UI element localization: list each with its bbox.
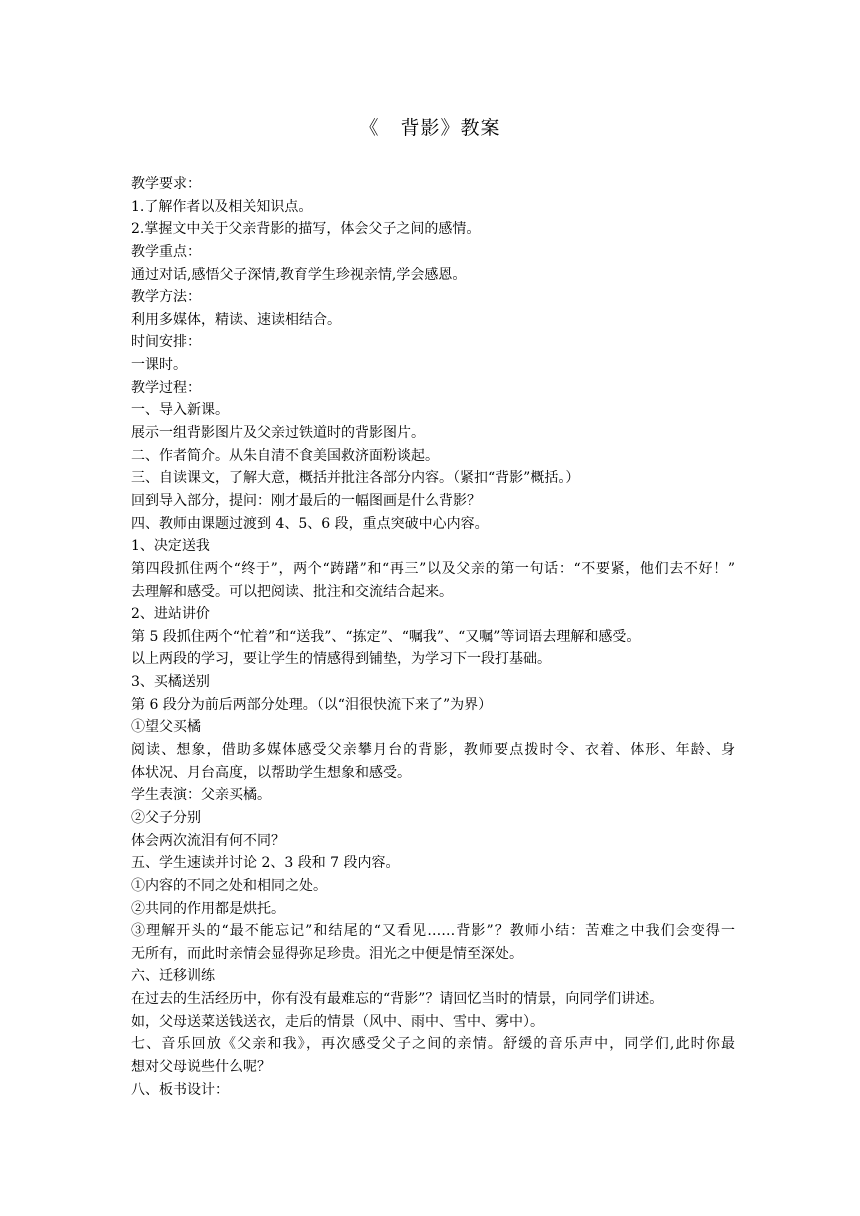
requirement-item-1: 1.了解作者以及相关知识点。 <box>131 198 313 215</box>
paragraph-line: 学生表演：父亲买橘。 <box>131 787 271 804</box>
paragraph-line: 以上两段的学习，要让学生的情感得到铺垫，为学习下一段打基础。 <box>131 651 551 668</box>
requirement-item-2: 2.掌握文中关于父亲背影的描写，体会父子之间的感情。 <box>131 221 481 238</box>
teaching-focus-text: 通过对话,感悟父子深情,教育学生珍视亲情,学会感恩。 <box>131 266 467 283</box>
teaching-method-text: 利用多媒体，精读、速读相结合。 <box>131 311 341 328</box>
subsection-heading: 2、进站讲价 <box>131 606 210 623</box>
section-6-heading: 六、迁移训练 <box>131 968 215 985</box>
list-item: ②父子分别 <box>131 809 201 826</box>
paragraph-line: 无所有，而此时亲情会显得弥足珍贵。泪光之中便是情至深处。 <box>131 945 523 962</box>
section-2-heading: 二、作者简介。从朱自清不食美国救济面粉谈起。 <box>131 447 439 464</box>
subsection-heading: 3、买橘送别 <box>131 674 210 691</box>
list-item: ①望父买橘 <box>131 719 201 736</box>
paragraph-line: 想对父母说些什么呢？ <box>131 1058 271 1075</box>
section-3-heading: 三、自读课文，了解大意，概括并批注各部分内容。（紧扣“背影”概括。） <box>131 470 580 487</box>
list-item: ③理解开头的“最不能忘记”和结尾的“又看见……背影”？教师小结：苦难之中我们会变得一 <box>131 923 735 940</box>
section-7-heading: 七、音乐回放《父亲和我》，再次感受父子之间的亲情。舒缓的音乐声中，同学们,此时你最 <box>131 1036 735 1053</box>
list-item: ①内容的不同之处和相同之处。 <box>131 877 327 894</box>
paragraph-line: 第 5 段抓住两个“忙着”和“送我”、“拣定”、“嘱我”、“又嘱”等词语去理解和感受。 <box>131 628 641 645</box>
paragraph-line: 在过去的生活经历中，你有没有最难忘的“背影”？请回忆当时的情景，向同学们讲述。 <box>131 991 664 1008</box>
section-5-heading: 五、学生速读并讨论 2、3 段和 7 段内容。 <box>131 855 400 872</box>
list-item: ②共同的作用都是烘托。 <box>131 900 285 917</box>
paragraph-line: 阅读、想象，借助多媒体感受父亲攀月台的背影，教师要点拨时令、衣着、体形、年龄、身 <box>131 742 735 759</box>
paragraph-line: 第四段抓住两个“终于”，两个“踌躇”和“再三”以及父亲的第一句话：“不要紧，他们去不好！” <box>131 560 735 577</box>
heading-time-arrangement: 时间安排： <box>131 334 201 351</box>
section-1-heading: 一、导入新课。 <box>131 402 229 419</box>
heading-teaching-process: 教学过程： <box>131 379 201 396</box>
heading-teaching-focus: 教学重点： <box>131 243 201 260</box>
paragraph-line: 第 6 段分为前后两部分处理。（以“泪很快流下来了”为界） <box>131 696 493 713</box>
subsection-heading: 1、决定送我 <box>131 538 210 555</box>
document-body <box>131 173 735 1101</box>
heading-teaching-requirements: 教学要求： <box>131 176 201 192</box>
document-title: 《 背影》教案 <box>359 117 501 139</box>
section-4-heading: 四、教师由课题过渡到 4、5、6 段，重点突破中心内容。 <box>131 515 489 532</box>
paragraph-line: 体状况、月台高度，以帮助学生想象和感受。 <box>131 764 411 781</box>
paragraph-line: 展示一组背影图片及父亲过铁道时的背影图片。 <box>131 425 425 442</box>
paragraph-line: 如，父母送菜送钱送衣，走后的情景（风中、雨中、雪中、雾中）。 <box>131 1013 544 1030</box>
section-8-heading: 八、板书设计： <box>131 1081 229 1098</box>
time-arrangement-text: 一课时。 <box>131 357 187 374</box>
heading-teaching-method: 教学方法： <box>131 289 201 306</box>
paragraph-line: 去理解和感受。可以把阅读、批注和交流结合起来。 <box>131 583 453 600</box>
paragraph-line: 回到导入部分，提问：刚才最后的一幅图画是什么背影？ <box>131 492 481 509</box>
paragraph-line: 体会两次流泪有何不同？ <box>131 832 285 849</box>
